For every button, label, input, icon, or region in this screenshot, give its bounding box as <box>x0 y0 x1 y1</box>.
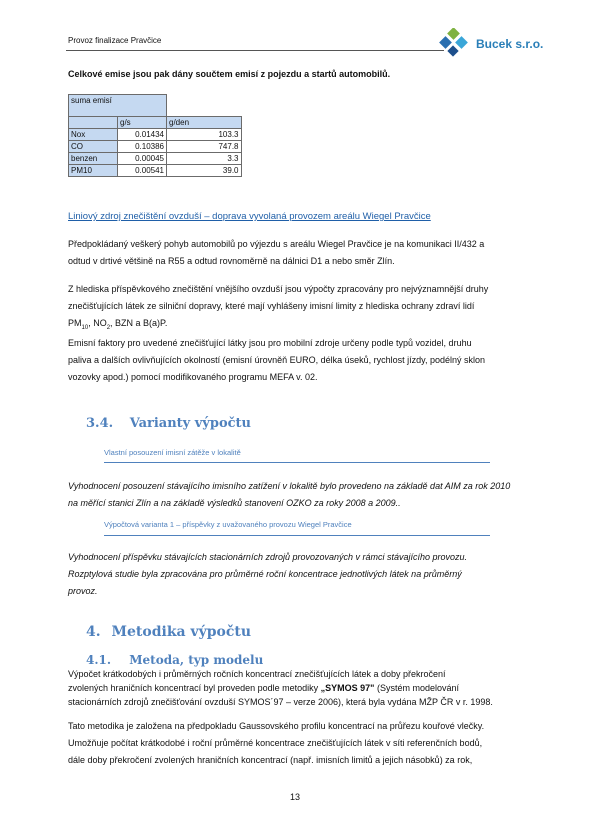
line-source-paragraph-3 <box>68 335 485 386</box>
text-line: stacionárních zdrojů znečišťování ovzduší SYMOS´97 – verze 2006), která byla vydána MŽP ČR v r. 1998. <box>68 697 493 707</box>
section-number: 3.4. <box>86 416 114 431</box>
text-part: zvolených hraničních koncentrací byl proveden podle metodiky <box>68 683 321 693</box>
cell-gs: 0.00045 <box>118 153 167 165</box>
row-label: Nox <box>69 129 118 141</box>
text-line: vozovky apod.) pomocí modifikovaného programu MEFA v. 02. <box>68 372 318 382</box>
no-label: , NO <box>88 318 107 328</box>
text-line: dále doby překročení zvolených hraničních koncentrací (např. imisních limitů a jejich násobků) za rok, <box>68 755 473 765</box>
row-label: CO <box>69 141 118 153</box>
table-row <box>69 129 242 141</box>
company-name: Bucek s.r.o. <box>476 37 544 51</box>
text-line: na měřící stanici Zlín a na základě výsledků stanovení OZKO za roky 2008 a 2009.. <box>68 498 401 508</box>
no-subscript: 2 <box>106 324 111 331</box>
text-line: odtud v drtivé většině na R55 a odtud rovnoměrně na dálnici D1 a nebo směr Zlín. <box>68 256 395 266</box>
pm-subscript: 10 <box>81 324 89 331</box>
section-title: Metoda, typ modelu <box>129 653 264 667</box>
cell-gs: 0.10386 <box>118 141 167 153</box>
section-number: 4.1. <box>86 653 112 667</box>
text-line: paliva a dalších ovlivňujících okolností (emisní úrovněň EURO, délka úseků, rychlost jízdy, podélný sklon <box>68 355 486 365</box>
table-row <box>69 141 242 153</box>
emissions-intro: Celkové emise jsou pak dány součtem emisí z pojezdu a startů automobilů. <box>68 69 391 79</box>
page-number: 13 <box>289 792 300 802</box>
text-part: (Systém modelování <box>374 683 459 693</box>
text-line: Tato metodika je založena na předpokladu Gaussovského profilu koncentrací na průřezu kouřové vlečky. <box>68 721 485 731</box>
text-line: Předpokládaný veškerý pohyb automobilů po výjezdu s areálu Wiegel Pravčice je na komunikaci II/432 a <box>68 239 485 249</box>
section-title: Varianty výpočtu <box>129 416 251 431</box>
text-line: Rozptylová studie byla zpracována pro průměrné roční koncentrace jednotlivých látek na průměrný <box>68 569 462 579</box>
method-paragraph-1 <box>68 667 493 709</box>
line-source-heading: Liniový zdroj znečištění ovzduší – doprava vyvolaná provozem areálu Wiegel Pravčice <box>68 211 431 222</box>
section-heading-3-4 <box>86 416 251 431</box>
cell-gs: 0.01434 <box>118 129 167 141</box>
text-line <box>68 315 488 337</box>
table-row <box>69 165 242 177</box>
column-header-gs: g/s <box>118 117 167 129</box>
line-source-paragraph-1 <box>68 236 484 270</box>
text-line: znečišťujících látek ze silniční dopravy, které mají vyhlášeny imisní limity z hlediska ochrany zdraví lidí <box>68 301 475 311</box>
cell-gden: 3.3 <box>167 153 242 165</box>
section-number: 4. <box>86 624 101 640</box>
section-heading-4-1 <box>86 653 263 667</box>
table-row <box>69 153 242 165</box>
cell-gden: 39.0 <box>167 165 242 177</box>
section-title: Metodika výpočtu <box>111 624 252 640</box>
text-line <box>68 681 493 695</box>
variant-1-paragraph <box>68 549 538 600</box>
line-source-paragraph-2 <box>68 281 488 337</box>
text-line: Z hlediska příspěvkového znečištění vnějšího ovzduší jsou výpočty zpracovány pro nejvýznamnější druhy <box>68 284 489 294</box>
text-line: provoz. <box>68 586 98 596</box>
cell-gden: 103.3 <box>167 129 242 141</box>
subheading-rule <box>104 535 490 536</box>
row-label: PM10 <box>69 165 118 177</box>
row-label: benzen <box>69 153 118 165</box>
pollutant-rest: , BZN a B(a)P. <box>110 318 168 328</box>
text-line: Vyhodnocení posouzení stávajícího imisního zatížení v lokalitě bylo provedeno na základě dat AIM za rok 2010 <box>68 481 511 491</box>
cell-gden: 747.8 <box>167 141 242 153</box>
emissions-table <box>68 94 242 177</box>
header-rule <box>66 50 444 51</box>
method-name: „SYMOS 97" <box>320 683 375 693</box>
method-paragraph-2 <box>68 718 484 769</box>
column-header-gden: g/den <box>167 117 242 129</box>
text-line: Emisní faktory pro uvedené znečišťující látky jsou pro mobilní zdroje určeny podle typů vozidel, druhu <box>68 338 472 348</box>
subheading-local-assessment: Vlastní posouzení imisní zátěže v lokalitě <box>104 448 241 457</box>
subheading-variant-1: Výpočtová varianta 1 – příspěvky z uvažovaného provozu Wiegel Pravčice <box>104 520 352 529</box>
pm-label: PM <box>68 318 82 328</box>
subheading-rule <box>104 462 490 463</box>
text-line: Umožňuje počítat krátkodobé i roční průměrné koncentrace znečišťujících látek v síti referenčních bodů, <box>68 738 483 748</box>
text-line: Vyhodnocení příspěvku stávajících stacionárních zdrojů provozovaných v rámci stávajícího provozu. <box>68 552 468 562</box>
table-title: suma emisí <box>69 95 167 117</box>
running-header-title: Provoz finalizace Pravčice <box>68 36 162 45</box>
text-line: Výpočet krátkodobých i průměrných ročních koncentrací znečišťujících látek a doby překročení <box>68 669 446 679</box>
section-heading-4 <box>86 624 251 640</box>
cell-gs: 0.00541 <box>118 165 167 177</box>
company-logo-icon <box>437 28 471 58</box>
local-assessment-paragraph <box>68 478 510 512</box>
